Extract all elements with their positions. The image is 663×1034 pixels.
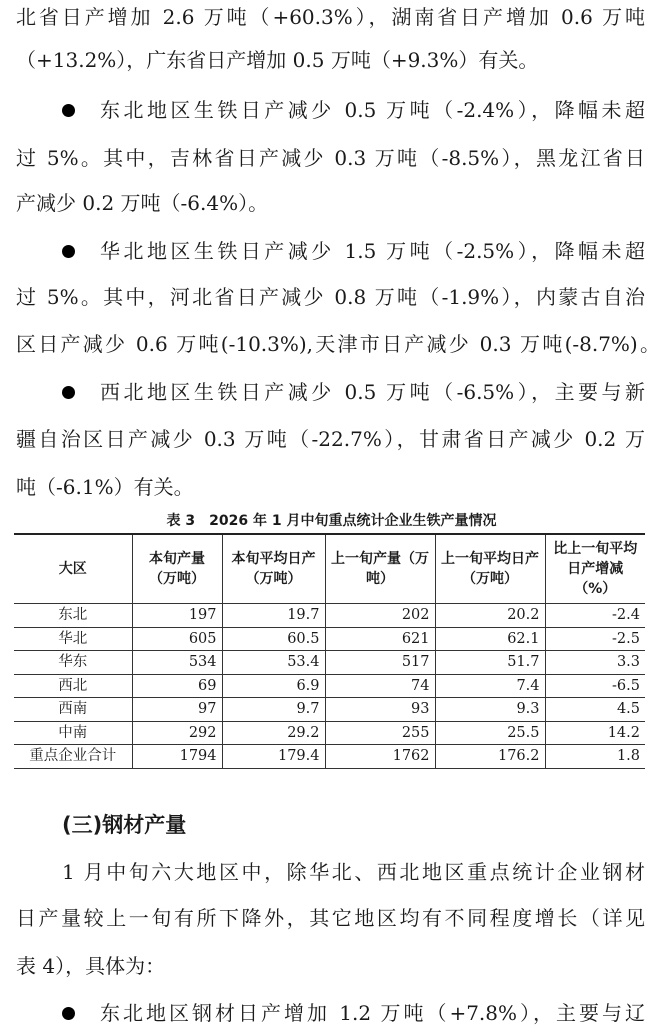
cell-value: 20.2: [435, 604, 545, 628]
cell-value: 51.7: [435, 651, 545, 675]
section-heading: (三)钢材产量: [62, 813, 187, 837]
table-row: [14, 627, 645, 651]
cell-value: 53.4: [222, 651, 325, 675]
cell-value: 62.1: [435, 627, 545, 651]
cell-value: 14.2: [545, 721, 645, 745]
table-row-total: [14, 745, 645, 769]
paragraph-line: 表 4），具体为：: [16, 954, 166, 978]
cell-value: 4.5: [545, 698, 645, 722]
bullet-icon: [62, 104, 75, 117]
bullet-text-line: 疆自治区日产减少 0.3 万吨（-22.7%），甘肃省日产减少 0.2 万: [16, 427, 645, 451]
bullet-text-line: 过 5%。其中，河北省日产减少 0.8 万吨（-1.9%），内蒙古自治: [16, 285, 645, 309]
bullet-icon: [62, 245, 75, 258]
cell-region: 中南: [14, 721, 132, 745]
bullet-text-line: 东北地区钢材日产增加 1.2 万吨（+7.8%），主要与辽: [100, 1001, 645, 1025]
header-region: 大区: [14, 534, 132, 604]
cell-region: 华北: [14, 627, 132, 651]
bullet-text-line: 东北地区生铁日产减少 0.5 万吨（-2.4%），降幅未超: [100, 98, 645, 122]
cell-value: 25.5: [435, 721, 545, 745]
cell-value: 517: [325, 651, 435, 675]
cell-value: 60.5: [222, 627, 325, 651]
cell-value: 176.2: [435, 745, 545, 769]
cell-value: 19.7: [222, 604, 325, 628]
cell-value: 93: [325, 698, 435, 722]
iron-production-table: [14, 533, 645, 769]
cell-value: 9.3: [435, 698, 545, 722]
bullet-icon: [62, 1007, 75, 1020]
table-row: [14, 698, 645, 722]
cell-value: 255: [325, 721, 435, 745]
paragraph-line: 日产量较上一旬有所下降外，其它地区均有不同程度增长（详见: [16, 906, 645, 930]
cell-value: -2.4: [545, 604, 645, 628]
header-prev-daily: 上一旬平均日产（万吨）: [435, 534, 545, 604]
cell-value: 7.4: [435, 674, 545, 698]
table-header-row: [14, 534, 645, 604]
header-change-pct: 比上一旬平均日产增减（%）: [545, 534, 645, 604]
bullet-text-line: 区日产减少 0.6 万吨(-10.3%),天津市日产减少 0.3 万吨(-8.7%)。: [16, 332, 660, 356]
paragraph-line: 北省日产增加 2.6 万吨（+60.3%），湖南省日产增加 0.6 万吨: [16, 5, 645, 29]
cell-value: 29.2: [222, 721, 325, 745]
bullet-icon: [62, 386, 75, 399]
bullet-text-line: 吨（-6.1%）有关。: [16, 475, 194, 499]
cell-value: 97: [132, 698, 222, 722]
cell-value: 3.3: [545, 651, 645, 675]
bullet-text-line: 西北地区生铁日产减少 0.5 万吨（-6.5%），主要与新: [100, 380, 645, 404]
cell-region: 西北: [14, 674, 132, 698]
header-current-output: 本旬产量（万吨）: [132, 534, 222, 604]
cell-value: 9.7: [222, 698, 325, 722]
cell-value: 197: [132, 604, 222, 628]
cell-value: 6.9: [222, 674, 325, 698]
cell-value: 1762: [325, 745, 435, 769]
cell-value: 202: [325, 604, 435, 628]
table-caption: 表 3 2026 年 1 月中旬重点统计企业生铁产量情况: [166, 513, 497, 529]
cell-region: 重点企业合计: [14, 745, 132, 769]
bullet-text-line: 华北地区生铁日产减少 1.5 万吨（-2.5%），降幅未超: [100, 239, 645, 263]
cell-value: 1.8: [545, 745, 645, 769]
cell-value: 1794: [132, 745, 222, 769]
header-current-daily: 本旬平均日产（万吨）: [222, 534, 325, 604]
cell-region: 东北: [14, 604, 132, 628]
cell-value: 69: [132, 674, 222, 698]
header-prev-output: 上一旬产量（万吨）: [325, 534, 435, 604]
paragraph-line: （+13.2%），广东省日产增加 0.5 万吨（+9.3%）有关。: [16, 48, 539, 72]
table-row: [14, 604, 645, 628]
cell-region: 华东: [14, 651, 132, 675]
cell-region: 西南: [14, 698, 132, 722]
bullet-text-line: 过 5%。其中，吉林省日产减少 0.3 万吨（-8.5%），黑龙江省日: [16, 146, 645, 170]
table-row: [14, 674, 645, 698]
cell-value: 621: [325, 627, 435, 651]
cell-value: -2.5: [545, 627, 645, 651]
cell-value: 74: [325, 674, 435, 698]
cell-value: -6.5: [545, 674, 645, 698]
table-row: [14, 721, 645, 745]
table-row: [14, 651, 645, 675]
cell-value: 292: [132, 721, 222, 745]
cell-value: 605: [132, 627, 222, 651]
cell-value: 179.4: [222, 745, 325, 769]
bullet-text-line: 产减少 0.2 万吨（-6.4%）。: [16, 191, 269, 215]
paragraph-line: 1 月中旬六大地区中，除华北、西北地区重点统计企业钢材: [62, 860, 645, 884]
cell-value: 534: [132, 651, 222, 675]
